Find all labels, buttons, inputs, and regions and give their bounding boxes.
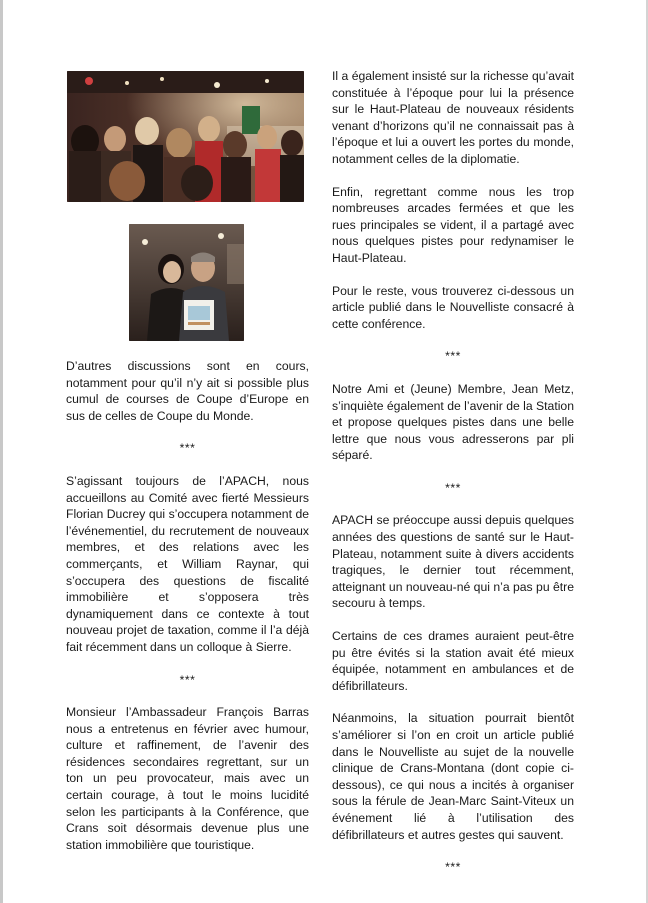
section-separator: *** [445, 349, 461, 364]
paragraph-coupe-europe: D’autres discussions sont en cours, notamment pour qu’il n’y ait si possible plus cumul de courses de Coupe d’Europe en sus de celles de Coupe du Monde. [66, 359, 309, 423]
paragraph-defibrillators: Certains de ces drames auraient peut-être pu être évités si la station avait été mieux équipée, notamment en ambulances et de défibrillateurs. [332, 629, 574, 693]
paragraph-new-committee-members: S’agissant toujours de l’APACH, nous accueillons au Comité avec fierté Messieurs Florian Ducrey qui s’occupera notamment de l’événementiel, du recrutement de nouveaux membres, et des relations avec les commerçants, et William Raynar, qui s’occupera des questions de fiscalité immobilière et s’opposera très dynamiquement dans ce contexte à tout nouveau projet de taxation, comme il l’a déjà fait récemment dans un colloque à Sierre. [66, 473, 309, 654]
couple-with-book-photo [129, 224, 244, 341]
section-separator: *** [179, 672, 196, 687]
section-separator: *** [445, 480, 461, 495]
paragraph-new-residents: Il a également insisté sur la richesse qu’avait constituée à l’époque pour lui la présence sur le Haut-Plateau de nouveaux résidents venant d’horizons qu’il ne connaissait pas à l’époque et lui a ouvert les portes du monde, notamment celles de la diplomatie. [332, 69, 574, 166]
paragraph-jean-metz-letter: Notre Ami et (Jeune) Membre, Jean Metz, s’inquiète également de l’avenir de la Station et propose quelques pistes dans une belle lettre que nous vous adresserons par pli séparé. [332, 381, 574, 463]
paragraph-closed-arcades: Enfin, regrettant comme nous les trop nombreuses arcades fermées et que les rues principales se vident, il a partagé avec nous quelques pistes pour redynamiser le Haut-Plateau. [332, 184, 574, 265]
paragraph-ambassador-conference: Monsieur l’Ambassadeur François Barras nous a entretenus en février avec humour, culture et raffinement, de l’avenir des résidences secondaires regrettant, sur un ton un peu provocateur, mais avec un certain courage, à tout le moins lucidité selon les participants à la Conférence, que Crans soit désormais devenue plus une station immobilière que touristique. [66, 705, 309, 852]
right-column [332, 68, 574, 892]
paragraph-health-concerns: APACH se préoccupe aussi depuis quelques années des questions de santé sur le Haut-Plateau, notamment suite à divers accidents tragiques, le dernier tout récemment, atteignant un nouveau-né qui n’a pas pu être secouru à temps. [332, 513, 574, 611]
paragraph-new-clinic: Néanmoins, la situation pourrait bientôt s’améliorer si l’on en croit un article publié dans le Nouvelliste au sujet de la nouvelle clinique de Crans-Montana (dont copie ci-dessous), ce qui nous a incités à organiser sous la férule de Jean-Marc Saint-Viteux un événement lié à l’utilisation des défibrillateurs et autres gestes qui sauvent. [332, 711, 574, 842]
conference-crowd-photo [67, 71, 304, 202]
section-separator: *** [445, 860, 461, 875]
paragraph-nouvelliste-article: Pour le reste, vous trouverez ci-dessous un article publié dans le Nouvelliste consacré à cette conférence. [332, 283, 574, 331]
section-separator: *** [179, 441, 196, 456]
left-column [66, 358, 309, 869]
page-left-edge [0, 0, 3, 903]
